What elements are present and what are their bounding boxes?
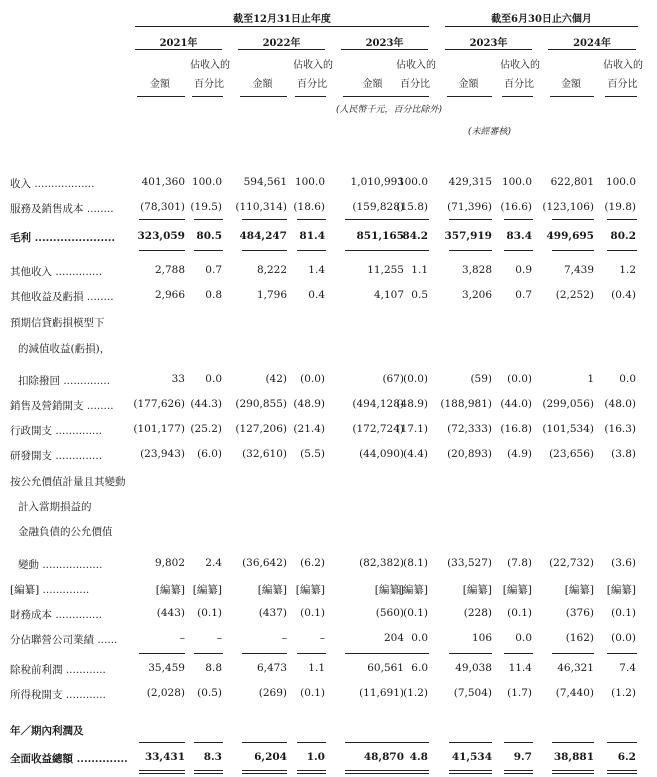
amount-cell: 3,828 — [461, 264, 492, 276]
pct-cell: (48.9) — [396, 398, 428, 410]
row-label: 研發開支 .............. — [10, 450, 103, 462]
amount-cell: 484,247 — [239, 230, 287, 242]
pct-cell: 8.3 — [203, 751, 222, 763]
pct-cell: (1.7) — [507, 687, 532, 699]
pct-cell: (17.1) — [396, 423, 428, 435]
subtotal-rule — [504, 250, 533, 251]
total-double-rule — [504, 770, 533, 771]
row-label: 分佔聯營公司業績 ...... — [10, 634, 118, 646]
pct-cell: (44.0) — [500, 398, 532, 410]
amount-cell: 851,165 — [356, 230, 404, 242]
subtotal-rule — [400, 219, 429, 220]
pct-rule — [398, 96, 429, 97]
amount-cell: [編纂] — [564, 584, 594, 596]
amount-cell: [編纂] — [462, 584, 492, 596]
pct-cell: [編纂] — [502, 584, 532, 596]
pct-cell: 9.7 — [513, 751, 532, 763]
pct-cell: 4.8 — [409, 751, 428, 763]
row-label: 預期信貸虧損模型下 — [10, 317, 105, 329]
subtotal-rule — [400, 742, 429, 743]
amount-cell: (299,056) — [542, 398, 594, 410]
pct-cell: (0.1) — [507, 607, 532, 619]
amount-rule — [240, 96, 287, 97]
amount-cell: 2,966 — [154, 289, 185, 301]
amount-cell: 7,439 — [563, 264, 594, 276]
amount-cell: [編纂] — [155, 584, 185, 596]
pct-header-line2: 百分比 — [607, 79, 638, 90]
total-double-rule — [297, 773, 326, 774]
row-label: 其他收益及虧損 ........ — [10, 291, 114, 303]
total-double-rule — [345, 770, 404, 771]
amount-cell: 6,204 — [254, 751, 287, 763]
subtotal-rule — [242, 653, 287, 654]
pct-cell: (19.5) — [190, 201, 222, 213]
amount-cell: (22,732) — [549, 557, 594, 569]
subtotal-rule — [400, 653, 429, 654]
row-label: 其他收入 .............. — [10, 266, 103, 278]
pct-cell: 8.8 — [205, 662, 222, 674]
amount-cell: 49,038 — [455, 662, 492, 674]
total-double-rule — [400, 770, 429, 771]
total-double-rule — [194, 770, 223, 771]
amount-header: 金額 — [362, 79, 383, 90]
amount-cell: (123,106) — [542, 201, 594, 213]
amount-cell: 48,870 — [363, 751, 404, 763]
amount-cell: (42) — [265, 373, 287, 385]
amount-cell: (36,642) — [242, 557, 287, 569]
pct-cell: (6.0) — [197, 448, 222, 460]
subtotal-rule — [552, 219, 594, 220]
pct-cell: 84.2 — [402, 230, 428, 242]
row-label: [編纂] .............. — [10, 584, 90, 596]
pct-cell: 1.0 — [306, 751, 325, 763]
amount-header: 金額 — [150, 79, 170, 90]
subtotal-rule — [504, 219, 533, 220]
subtotal-rule — [449, 219, 492, 220]
amount-cell: 60,561 — [367, 662, 404, 674]
amount-rule — [343, 96, 404, 97]
total-double-rule — [242, 770, 287, 771]
pct-cell: 80.5 — [196, 230, 222, 242]
pct-cell: (25.2) — [190, 423, 222, 435]
pct-cell: (7.8) — [507, 557, 532, 569]
row-label: 金融負債的公允價值 — [18, 526, 113, 538]
amount-cell: 38,881 — [553, 751, 594, 763]
year-header: 2024年 — [573, 38, 611, 49]
pct-cell: 1.1 — [411, 264, 428, 276]
amount-cell: (33,527) — [447, 557, 492, 569]
amount-cell: 35,459 — [148, 662, 185, 674]
year-rule — [341, 49, 428, 50]
row-label: 收入 .................. — [10, 178, 95, 190]
subtotal-rule — [139, 653, 185, 654]
amount-cell: (71,396) — [447, 201, 492, 213]
amount-cell: 204 — [383, 632, 404, 644]
amount-cell: (32,610) — [242, 448, 287, 460]
year-header: 2023年 — [469, 38, 508, 49]
amount-cell: 429,315 — [448, 176, 492, 188]
amount-cell: – — [179, 632, 185, 644]
amount-header: 金額 — [458, 79, 479, 90]
pct-cell: (5.5) — [300, 448, 325, 460]
subtotal-rule — [242, 219, 287, 220]
amount-cell: (443) — [156, 607, 185, 619]
amount-cell: (101,177) — [133, 423, 185, 435]
amount-cell: (44,090) — [359, 448, 404, 460]
amount-cell: (172,724) — [352, 423, 404, 435]
subtotal-rule — [194, 219, 223, 220]
pct-rule — [605, 96, 637, 97]
pct-cell: 1.4 — [308, 264, 325, 276]
total-double-rule — [607, 770, 637, 771]
amount-cell: (127,206) — [235, 423, 287, 435]
amount-rule — [550, 96, 594, 97]
amount-cell: 499,695 — [546, 230, 594, 242]
pct-cell: (15.8) — [396, 201, 428, 213]
amount-cell: (59) — [470, 373, 492, 385]
pct-cell: 100.0 — [501, 176, 532, 188]
period-title-year-end: 截至12月31日止年度 — [233, 14, 331, 25]
pct-cell: 0.4 — [308, 289, 325, 301]
pct-cell: (4.9) — [507, 448, 532, 460]
pct-cell: (48.9) — [293, 398, 325, 410]
total-double-rule — [449, 773, 492, 774]
subtotal-rule — [449, 250, 492, 251]
amount-cell: (494,128) — [352, 398, 404, 410]
subtotal-rule — [607, 250, 637, 251]
amount-cell: (7,440) — [555, 687, 594, 699]
pct-cell: 6.0 — [411, 662, 428, 674]
row-label: 所得稅開支 ............ — [10, 689, 106, 701]
pct-cell: 80.2 — [610, 230, 636, 242]
row-label: 計入當期損益的 — [18, 501, 92, 513]
amount-cell: (437) — [258, 607, 287, 619]
subtotal-rule — [552, 250, 594, 251]
subtotal-rule — [400, 250, 429, 251]
pct-cell: 0.7 — [205, 264, 222, 276]
row-label: 財務成本 .............. — [10, 609, 103, 621]
pct-cell: (18.6) — [293, 201, 325, 213]
amount-cell: (23,656) — [549, 448, 594, 460]
row-label: 全面收益總額 .............. — [10, 753, 128, 765]
pct-header-line2: 百分比 — [400, 79, 430, 90]
row-label: 行政開支 .............. — [10, 425, 103, 437]
subtotal-rule — [449, 742, 492, 743]
pct-cell: (1.2) — [611, 687, 636, 699]
pct-cell: 0.8 — [205, 289, 222, 301]
subtotal-rule — [242, 742, 287, 743]
subtotal-rule — [607, 219, 637, 220]
amount-cell: (20,893) — [447, 448, 492, 460]
pct-cell: (0.1) — [197, 607, 222, 619]
amount-cell: 1 — [587, 373, 594, 385]
amount-cell: 11,255 — [367, 264, 404, 276]
pct-cell: (21.4) — [293, 423, 325, 435]
subtotal-rule — [607, 653, 637, 654]
pct-cell: 0.7 — [515, 289, 532, 301]
pct-header-line2: 百分比 — [504, 79, 534, 90]
pct-cell: (3.8) — [611, 448, 636, 460]
unit-note: (人民幣千元，百分比除外) — [336, 105, 443, 115]
total-double-rule — [607, 773, 637, 774]
amount-cell: 1,010,993 — [350, 176, 404, 188]
row-label: 毛利 ...................... — [10, 232, 116, 244]
amount-cell: [編纂] — [374, 584, 404, 596]
year-rule — [238, 49, 325, 50]
subtotal-rule — [297, 250, 326, 251]
pct-cell: 1.1 — [308, 662, 325, 674]
amount-cell: (177,626) — [133, 398, 185, 410]
row-label: 的減值收益(虧損)， — [18, 343, 111, 355]
pct-cell: (0.0) — [611, 632, 636, 644]
subtotal-rule — [504, 653, 533, 654]
subtotal-rule — [345, 653, 404, 654]
amount-cell: (290,855) — [235, 398, 287, 410]
pct-cell: 7.4 — [619, 662, 636, 674]
amount-cell: 8,222 — [256, 264, 287, 276]
subtotal-rule — [552, 742, 594, 743]
pct-cell: (16.8) — [500, 423, 532, 435]
amount-cell: (110,314) — [235, 201, 287, 213]
amount-cell: (11,691) — [359, 687, 404, 699]
pct-cell: 81.4 — [299, 230, 325, 242]
pct-cell: 0.0 — [411, 632, 428, 644]
amount-cell: 41,534 — [451, 751, 492, 763]
subtotal-rule — [139, 219, 185, 220]
year-rule — [445, 49, 532, 50]
amount-rule — [447, 96, 492, 97]
amount-cell: 33 — [171, 373, 185, 385]
subtotal-rule — [139, 742, 185, 743]
amount-cell: (560) — [375, 607, 404, 619]
pct-cell: (3.6) — [611, 557, 636, 569]
pct-header-line1: 佔收入的 — [603, 60, 643, 71]
pct-cell: (0.0) — [403, 373, 428, 385]
amount-cell: 622,801 — [550, 176, 594, 188]
amount-cell: 3,206 — [461, 289, 492, 301]
amount-cell: 357,919 — [444, 230, 492, 242]
amount-cell: (72,333) — [447, 423, 492, 435]
year-header: 2022年 — [262, 38, 301, 49]
row-label: 扣除撥回 .............. — [18, 375, 111, 387]
pct-cell: (0.0) — [507, 373, 532, 385]
year-header: 2023年 — [365, 38, 404, 49]
total-double-rule — [504, 773, 533, 774]
amount-cell: (228) — [463, 607, 492, 619]
pct-cell: (6.2) — [300, 557, 325, 569]
amount-cell: (159,828) — [352, 201, 404, 213]
pct-cell: 11.4 — [508, 662, 532, 674]
pct-cell: 1.2 — [619, 264, 636, 276]
group-rule-six-months — [445, 26, 638, 27]
year-rule — [135, 49, 222, 50]
total-double-rule — [552, 770, 594, 771]
amount-cell: 594,561 — [243, 176, 287, 188]
subtotal-rule — [345, 742, 404, 743]
pct-header-line2: 百分比 — [297, 79, 327, 90]
subtotal-rule — [504, 742, 533, 743]
subtotal-rule — [552, 653, 594, 654]
amount-cell: (101,534) — [542, 423, 594, 435]
pct-header-line2: 百分比 — [194, 79, 224, 90]
pct-header-line1: 佔收入的 — [396, 60, 436, 71]
pct-cell: 100.0 — [294, 176, 325, 188]
pct-cell: [編纂] — [398, 584, 428, 596]
pct-cell: (0.5) — [197, 687, 222, 699]
pct-cell: (0.1) — [403, 607, 428, 619]
pct-cell: 100.0 — [605, 176, 636, 188]
amount-cell: (82,382) — [359, 557, 404, 569]
total-double-rule — [139, 773, 185, 774]
subtotal-rule — [297, 219, 326, 220]
pct-cell: (0.1) — [611, 607, 636, 619]
amount-cell: 6,473 — [256, 662, 287, 674]
total-double-rule — [242, 773, 287, 774]
total-double-rule — [345, 773, 404, 774]
pct-cell: (0.4) — [611, 289, 636, 301]
pct-cell: 0.0 — [619, 373, 636, 385]
amount-cell: 323,059 — [137, 230, 185, 242]
pct-cell: [編纂] — [192, 584, 222, 596]
amount-cell: (2,252) — [555, 289, 594, 301]
subtotal-rule — [297, 742, 326, 743]
pct-cell: (16.3) — [604, 423, 636, 435]
pct-cell: – — [319, 632, 325, 644]
amount-cell: 46,321 — [557, 662, 594, 674]
amount-cell: (376) — [565, 607, 594, 619]
amount-cell: 2,788 — [154, 264, 185, 276]
pct-cell: (8.1) — [403, 557, 428, 569]
pct-header-line1: 佔收入的 — [500, 60, 540, 71]
pct-cell: 2.4 — [205, 557, 222, 569]
subtotal-rule — [297, 653, 326, 654]
pct-cell: 0.5 — [411, 289, 428, 301]
amount-cell: (7,504) — [453, 687, 492, 699]
amount-cell: [編纂] — [257, 584, 287, 596]
amount-cell: (78,301) — [140, 201, 185, 213]
year-rule — [548, 49, 636, 50]
amount-cell: 1,796 — [256, 289, 287, 301]
subtotal-rule — [345, 250, 404, 251]
subtotal-rule — [194, 742, 223, 743]
amount-cell: 4,107 — [373, 289, 404, 301]
pct-cell: [編纂] — [295, 584, 325, 596]
pct-cell: 100.0 — [191, 176, 222, 188]
subtotal-rule — [607, 742, 637, 743]
amount-cell: (2,028) — [146, 687, 185, 699]
total-double-rule — [139, 770, 185, 771]
row-label: 服務及銷售成本 ........ — [10, 203, 114, 215]
total-double-rule — [297, 770, 326, 771]
pct-cell: 6.2 — [617, 751, 636, 763]
subtotal-rule — [449, 653, 492, 654]
amount-cell: 401,360 — [141, 176, 185, 188]
row-label: 年／期內利潤及 — [10, 725, 84, 737]
pct-cell: 100.0 — [397, 176, 428, 188]
amount-cell: – — [281, 632, 287, 644]
subtotal-rule — [194, 653, 223, 654]
pct-cell: 0.0 — [515, 632, 532, 644]
amount-cell: 33,431 — [144, 751, 185, 763]
pct-rule — [502, 96, 533, 97]
pct-cell: 0.9 — [515, 264, 532, 276]
subtotal-rule — [194, 250, 223, 251]
row-label: 除稅前利潤 ............ — [10, 664, 106, 676]
pct-rule — [295, 96, 326, 97]
unaudited-note: (未經審核) — [468, 127, 512, 137]
pct-cell: (0.0) — [300, 373, 325, 385]
subtotal-rule — [242, 250, 287, 251]
pct-cell: (0.1) — [300, 687, 325, 699]
amount-cell: (67) — [382, 373, 404, 385]
total-double-rule — [552, 773, 594, 774]
total-double-rule — [194, 773, 223, 774]
row-label: 按公允價值計量且其變動 — [10, 476, 126, 488]
pct-cell: (48.0) — [604, 398, 636, 410]
year-header: 2021年 — [159, 38, 198, 49]
pct-cell: (16.6) — [500, 201, 532, 213]
amount-cell: (188,981) — [440, 398, 492, 410]
amount-header: 金額 — [561, 79, 581, 90]
amount-cell: 106 — [471, 632, 492, 644]
pct-header-line1: 佔收入的 — [293, 60, 333, 71]
pct-header-line1: 佔收入的 — [190, 60, 230, 71]
period-title-six-months: 截至6月30日止六個月 — [491, 14, 592, 25]
pct-cell: (44.3) — [190, 398, 222, 410]
row-label: 銷售及營銷開支 ........ — [10, 400, 114, 412]
amount-cell: (162) — [565, 632, 594, 644]
amount-cell: (23,943) — [140, 448, 185, 460]
pct-cell: 83.4 — [506, 230, 532, 242]
group-rule-year-end — [135, 26, 429, 27]
row-label: 變動 .................. — [18, 559, 103, 571]
total-double-rule — [400, 773, 429, 774]
pct-cell: (1.2) — [403, 687, 428, 699]
pct-rule — [192, 96, 223, 97]
pct-cell: [編纂] — [606, 584, 636, 596]
amount-cell: (269) — [258, 687, 287, 699]
pct-cell: – — [216, 632, 222, 644]
amount-cell: 9,802 — [154, 557, 185, 569]
amount-rule — [137, 96, 185, 97]
pct-cell: (4.4) — [403, 448, 428, 460]
pct-cell: 0.0 — [205, 373, 222, 385]
pct-cell: (0.1) — [300, 607, 325, 619]
subtotal-rule — [139, 250, 185, 251]
pct-cell: (19.8) — [604, 201, 636, 213]
subtotal-rule — [345, 219, 404, 220]
total-double-rule — [449, 770, 492, 771]
amount-header: 金額 — [252, 79, 273, 90]
